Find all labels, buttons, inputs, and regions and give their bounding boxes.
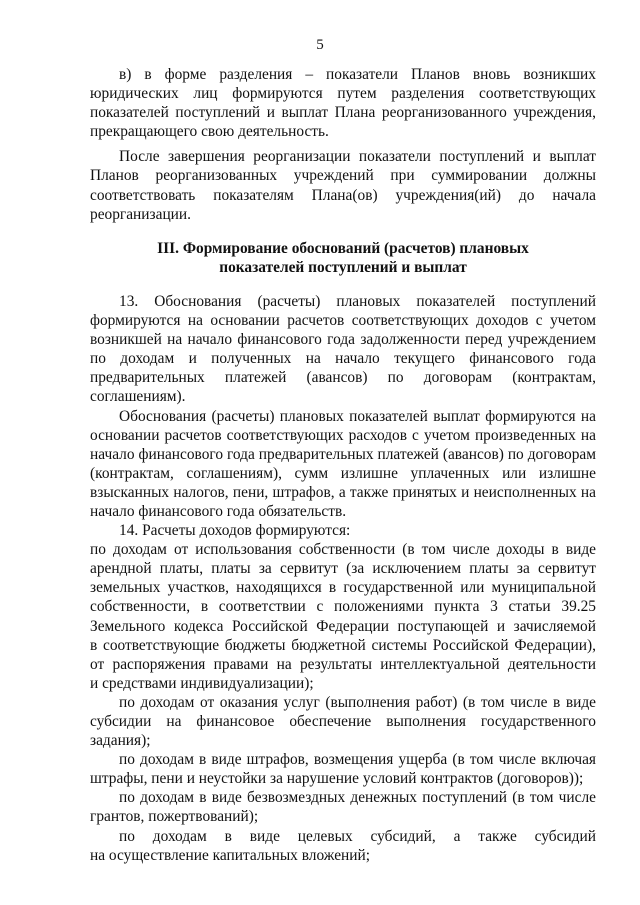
text-line: 13. Обоснования (расчеты) плановых показателей поступлений — [119, 292, 596, 310]
page-number: 5 — [316, 37, 324, 53]
text-line: соглашениям). — [90, 388, 186, 406]
text-line: в) в форме разделения – показатели Планов вновь возникших — [119, 66, 596, 83]
text-line: Планов реорганизованных учреждений при суммировании должны — [90, 167, 596, 185]
text-line: начало финансового года обязательств. — [90, 502, 347, 520]
text-line: показателей поступлений и выплат Плана реорганизованного учреждения, — [90, 104, 596, 122]
paragraph-gratuitous-income — [90, 788, 596, 826]
paragraph-14 — [90, 521, 596, 540]
text-line: по доходам от использования собственности (в том числе доходы в виде — [90, 541, 596, 559]
text-line: и средствами индивидуализации); — [90, 674, 314, 692]
paragraph-fines-income — [90, 750, 596, 788]
text-line: грантов, пожертвований); — [90, 808, 259, 826]
text-line: возникшей на начало финансового года задолженности перед учреждением — [90, 331, 596, 349]
text-line: собственности, в соответствии с положениями пункта 3 статьи 39.25 — [90, 598, 596, 616]
text-line: по доходам в виде штрафов, возмещения ущерба (в том числе включая — [119, 751, 596, 769]
text-line: После завершения реорганизации показатели поступлений и выплат — [119, 148, 596, 166]
text-line: предварительных платежей (авансов) по договорам (контрактам, — [90, 369, 596, 387]
text-line: прекращающего свою деятельность. — [90, 123, 329, 141]
paragraph-13 — [90, 292, 596, 407]
text-line: взысканных налогов, пени, штрафов, а также принятых и неисполненных на — [90, 483, 596, 501]
text-line: основании расчетов соответствующих расходов с учетом произведенных на — [90, 426, 596, 444]
text-line: (контрактам, соглашениям), сумм излишне уплаченных или излишне — [90, 464, 596, 482]
text-line: реорганизации. — [90, 205, 192, 223]
page-content — [90, 65, 596, 865]
paragraph-payments-justification — [90, 407, 596, 522]
text-line: на осуществление капитальных вложений; — [90, 846, 371, 864]
text-line: формируются на основании расчетов соответствующих доходов с учетом — [90, 312, 596, 330]
text-line: в соответствующие бюджеты бюджетной системы Российской Федерации), — [90, 636, 596, 654]
paragraph-property-income — [90, 540, 596, 693]
paragraph-subsidies-income — [90, 827, 596, 865]
text-line: земельных участков, находящихся в государственной или муниципальной — [90, 579, 596, 597]
text-line: штрафы, пени и неустойки за нарушение условий контрактов (договоров)); — [90, 770, 584, 788]
text-line: субсидии на финансовое обеспечение выполнения государственного — [90, 713, 596, 730]
text-line: по доходам в виде целевых субсидий, а также субсидий — [119, 827, 596, 845]
text-line: юридических лиц формируются путем разделения соответствующих — [90, 85, 596, 103]
text-line: задания); — [90, 732, 151, 750]
text-line: соответствовать показателям Плана(ов) учреждения(ий) до начала — [90, 186, 596, 204]
text-line: Обоснования (расчеты) плановых показателей выплат формируются на — [119, 407, 596, 425]
text-line: по доходам в виде безвозмездных денежных поступлений (в том числе — [119, 789, 596, 807]
text-line: Земельного кодекса Российской Федерации поступающей и зачисляемой — [90, 617, 596, 635]
text-line: по доходам и полученных на начало текущего финансового года — [90, 350, 596, 368]
section-heading: III. Формирование обоснований (расчетов) плановых показателей поступлений и выплат — [157, 239, 529, 276]
text-line: 14. Расчеты доходов формируются: — [119, 522, 351, 540]
text-line: начало финансового года предварительных платежей (авансов) по договорам — [90, 445, 596, 463]
paragraph-services-income — [90, 693, 596, 750]
text-line: по доходам от оказания услуг (выполнения работ) (в том числе в виде — [119, 693, 596, 711]
text-line: арендной платы, платы за сервитут (за исключением платы за сервитут — [90, 560, 596, 578]
paragraph-reorganization-division — [90, 65, 596, 141]
text-line: от распоряжения правами на результаты интеллектуальной деятельности — [90, 655, 596, 673]
paragraph-after-reorganization — [90, 147, 596, 223]
